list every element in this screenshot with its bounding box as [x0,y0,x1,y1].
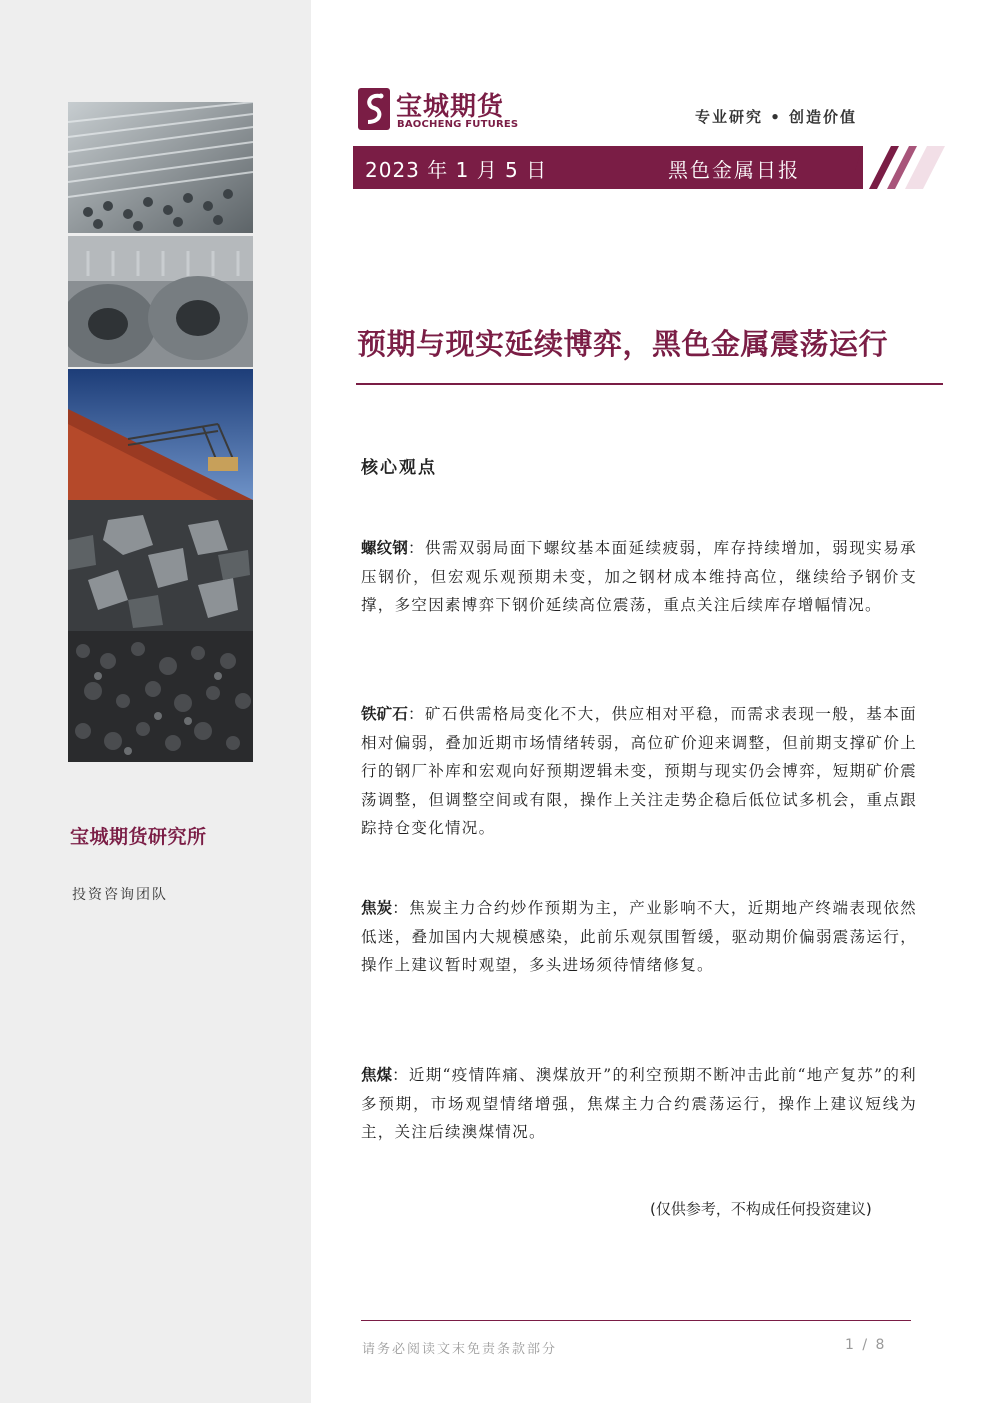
coking-coal-text: ：近期“疫情阵痛、澳煤放开”的利空预期不断冲击此前“地产复苏”的利多预期，市场观望情绪增强，焦煤主力合约震荡运行，操作上建议短线为主，关注后续澳煤情况。 [361,1066,917,1141]
disclaimer: (仅供参考，不构成任何投资建议) [650,1200,872,1218]
report-type: 黑色金属日报 [668,158,800,182]
footer-divider [361,1320,911,1321]
page-number: 1 / 8 [845,1337,887,1353]
research-institute-name: 宝城期货研究所 [70,826,207,848]
iron-ore-text: ：矿石供需格局变化不大，供应相对平稳，而需求表现一般，基本面相对偏弱，叠加近期市场情绪转弱，高位矿价迎来调整，但前期支撑矿价上行的钢厂补库和宏观向好预期逻辑未变，预期与现实仍会博弈，短期矿价震荡调整，但调整空间或有限，操作上关注走势企稳后低位试多机会，重点跟踪持仓变化情况。 [361,705,917,837]
iron-ore-label: 铁矿石 [361,705,409,723]
company-logo [356,86,526,134]
coking-coal-photo [68,631,253,762]
logo-english-name: BAOCHENG FUTURES [397,119,519,130]
rebar-paragraph [361,534,917,620]
coking-coal-label: 焦煤 [361,1066,393,1084]
team-name: 投资咨询团队 [72,887,168,903]
logo-chinese-name: 宝城期货 [396,92,505,122]
title-divider [356,383,943,385]
iron-ore-photo [68,369,253,500]
rebar-text: ：供需双弱局面下螺纹基本面延续疲弱，库存持续增加，弱现实易承压钢价，但宏观乐观预期未变，加之钢材成本维持高位，继续给予钢价支撑，多空因素博弈下钢价延续高位震荡，重点关注后续库存增幅情况。 [361,539,917,614]
coke-photo [68,500,253,631]
left-sidebar [0,0,311,1403]
iron-ore-paragraph [361,700,917,843]
coke-text: ：焦炭主力合约炒作预期为主，产业影响不大，近期地产终端表现依然低迷，叠加国内大规模感染，此前乐观氛围暂缓，驱动期价偏弱震荡运行，操作上建议暂时观望，多头进场须待情绪修复。 [361,899,917,974]
coking-coal-paragraph [361,1061,917,1147]
rebar-photo [68,102,253,233]
report-date: 2023 年 1 月 5 日 [365,158,548,182]
steel-coil-photo [68,236,253,367]
footer-notice: 请务必阅读文末免责条款部分 [362,1342,558,1357]
core-view-heading: 核心观点 [361,458,437,478]
coke-label: 焦炭 [361,899,393,917]
slogan: 专业研究 • 创造价值 [695,108,858,126]
logo-mark-icon [356,86,392,132]
coke-paragraph [361,894,917,980]
report-title: 预期与现实延续博弈，黑色金属震荡运行 [357,327,889,361]
banner-stripes-decoration [855,146,945,189]
rebar-label: 螺纹钢 [361,539,409,557]
